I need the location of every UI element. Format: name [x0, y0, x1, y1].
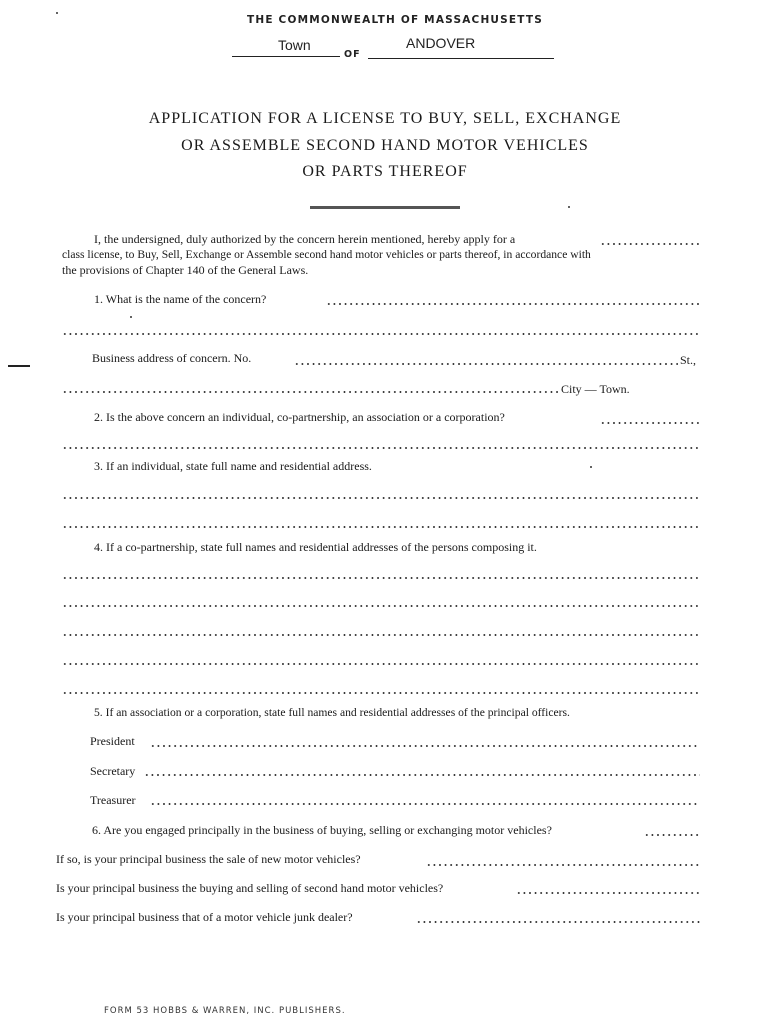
of-label: OF — [344, 49, 361, 60]
concern-name-blank[interactable] — [326, 303, 700, 305]
city-town-blank[interactable] — [62, 391, 558, 393]
municipality-type-field[interactable]: Town — [278, 37, 311, 53]
question-1: 1. What is the name of the concern? — [94, 292, 267, 306]
title-divider — [310, 206, 460, 209]
principal-business-blank[interactable] — [644, 834, 700, 836]
question-6b: Is your principal business the buying and selling of second hand motor vehicles? — [56, 881, 444, 895]
intro-line-1: I, the undersigned, duly authorized by the concern herein mentioned, hereby apply for a — [94, 232, 516, 246]
municipality-type-rule — [232, 56, 340, 57]
junk-dealer-blank[interactable] — [416, 921, 700, 923]
question-2: 2. Is the above concern an individual, co-partnership, an association or a corporation? — [94, 410, 505, 424]
question-4: 4. If a co-partnership, state full names and residential addresses of the persons composing it. — [94, 540, 537, 554]
title-line-2: OR ASSEMBLE SECOND HAND MOTOR VEHICLES — [181, 137, 589, 154]
partners-blank-1[interactable] — [62, 577, 700, 579]
question-6a: If so, is your principal business the sale of new motor vehicles? — [56, 852, 361, 866]
street-number-blank[interactable] — [294, 363, 678, 365]
city-town-label: City — Town. — [561, 382, 630, 396]
commonwealth-header: THE COMMONWEALTH OF MASSACHUSETTS — [246, 14, 544, 26]
partners-blank-4[interactable] — [62, 663, 700, 665]
partners-blank-5[interactable] — [62, 692, 700, 694]
president-label: President — [90, 734, 135, 748]
form-publisher-footer: FORM 53 HOBBS & WARREN, INC. PUBLISHERS. — [104, 1006, 346, 1016]
municipality-name-field[interactable]: ANDOVER — [406, 35, 476, 51]
title-line-1: APPLICATION FOR A LICENSE TO BUY, SELL, EXCHANGE — [148, 110, 622, 127]
margin-mark — [8, 365, 30, 367]
partners-blank-2[interactable] — [62, 605, 700, 607]
second-hand-blank[interactable] — [516, 892, 700, 894]
license-class-blank[interactable] — [600, 243, 700, 245]
municipality-name-rule — [368, 58, 554, 59]
scan-speck — [590, 466, 592, 468]
business-address-label: Business address of concern. No. — [92, 351, 252, 365]
concern-name-blank-2[interactable] — [62, 333, 700, 335]
secretary-label: Secretary — [90, 764, 136, 778]
street-label: St., — [680, 353, 697, 367]
individual-name-address-blank-2[interactable] — [62, 526, 700, 528]
question-5: 5. If an association or a corporation, state full names and residential addresses of the principal officers. — [94, 706, 570, 719]
partners-blank-3[interactable] — [62, 634, 700, 636]
title-line-3: OR PARTS THEREOF — [302, 163, 468, 180]
president-blank[interactable] — [150, 745, 700, 747]
scan-speck — [568, 206, 570, 208]
scan-speck — [130, 316, 132, 318]
new-vehicles-blank[interactable] — [426, 864, 700, 866]
question-3: 3. If an individual, state full name and residential address. — [94, 459, 372, 473]
intro-line-2: class license, to Buy, Sell, Exchange or Assemble second hand motor vehicles or parts thereof, in accordance with — [62, 248, 591, 261]
concern-type-blank-2[interactable] — [62, 447, 700, 449]
intro-line-3: the provisions of Chapter 140 of the General Laws. — [62, 263, 309, 277]
question-6: 6. Are you engaged principally in the business of buying, selling or exchanging motor vehicles? — [92, 823, 552, 837]
question-6c: Is your principal business that of a motor vehicle junk dealer? — [56, 910, 353, 924]
scan-speck — [56, 12, 58, 14]
treasurer-label: Treasurer — [90, 793, 136, 807]
individual-name-address-blank-1[interactable] — [62, 497, 700, 499]
concern-type-blank[interactable] — [600, 422, 700, 424]
secretary-blank[interactable] — [144, 774, 700, 776]
treasurer-blank[interactable] — [150, 803, 700, 805]
